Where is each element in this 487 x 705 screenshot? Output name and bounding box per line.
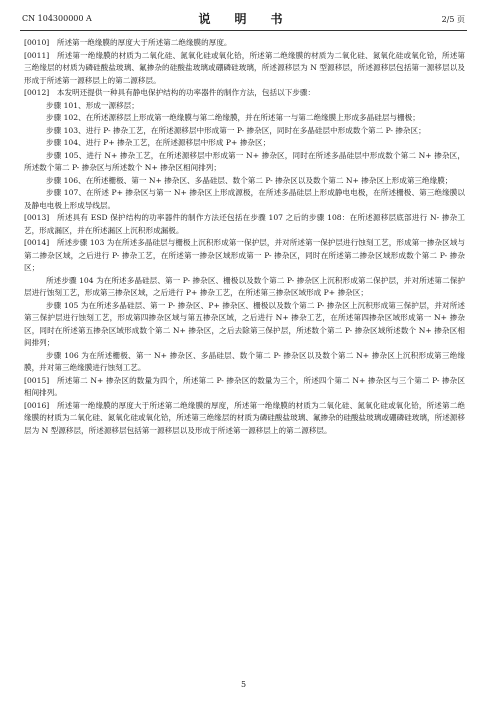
page-header — [22, 8, 465, 30]
step-102 — [24, 112, 465, 125]
paragraph-0013 — [24, 212, 465, 237]
paragraph-tag: [0013] — [24, 213, 50, 223]
page-number: 5 — [240, 680, 247, 689]
paragraph-text: 所述第一绝缘膜的厚度大于所述第二绝缘膜的厚度。 — [56, 38, 232, 47]
paragraph-0016 — [24, 400, 465, 438]
paragraph-tag: [0010] — [24, 38, 50, 47]
paragraph-tag: [0015] — [24, 375, 50, 385]
paragraph-0010 — [24, 37, 465, 50]
paragraph-text: 所述步骤 103 为在所述多晶硅层与栅极上沉积形成第一保护层，并对所述第一保护层进行蚀刻工艺，形成第一掺杂区域与第二掺杂区域，之后进行 P- 掺杂工艺，在所述第一掺杂区域形成第一 P- 掺杂区，同时在所述第二掺杂区域形成数个第二 P- 掺杂区； — [24, 238, 465, 273]
paragraph-tag: [0016] — [24, 400, 50, 410]
paragraph-text: 步骤 102、在所述源移层上形成第一绝缘膜与第二绝缘膜，并在所述第一与第二绝缘膜上形成多晶硅层与栅极； — [46, 113, 420, 123]
paragraph-text: 步骤 106、在所述栅极、第一 N+ 掺杂区、多晶硅层、数个第二 P- 掺杂区以及数个第二 N+ 掺杂区上形成第三绝缘膜； — [46, 175, 453, 185]
paragraph-text: 步骤 105、进行 N+ 掺杂工艺，在所述源移层中形成第一 N+ 掺杂区，同时在所述多晶硅层中形成数个第二 N+ 掺杂区，所述数个第二 P- 掺杂区与所述数个 N+ 掺杂区相间排列； — [24, 150, 465, 173]
patent-number: CN 104300000 A — [22, 14, 92, 23]
paragraph-text: 所述第一绝缘膜的厚度大于所述第二绝缘膜的厚度，所述第一绝缘膜的材质为二氧化硅、氮氧化硅或氧化铪，所述第二绝缘膜的材质为二氧化硅、氮氧化硅或氧化铪，所述第三绝缘层的材质为磷硅酸盐玻璃、氟掺杂的硅酸盐玻璃或硼磷硅玻璃，所述源移层为 N 型源移层，所述源移层包括第一源移层以及形成于所述第一源移层上的第二源移层。 — [24, 400, 465, 435]
paragraph-text: 步骤 107、在所述 P+ 掺杂区与第一 N+ 掺杂区上形成源极，在所述多晶硅层上形成静电电极，在所述栅极、第三绝缘膜以及静电电极上形成导线层。 — [24, 188, 465, 210]
paragraph-text: 步骤 104、进行 P+ 掺杂工艺，在所述源移层中形成 P+ 掺杂区； — [46, 138, 271, 148]
paragraph-text: 步骤 103、进行 P- 掺杂工艺，在所述源移层中形成第一 P- 掺杂区，同时在多晶硅层中形成数个第二 P- 掺杂区； — [46, 125, 426, 135]
paragraph-text: 步骤 106 为在所述栅极、第一 N+ 掺杂区、多晶硅层、数个第二 P- 掺杂区以及数个第二 N+ 掺杂区上沉积形成第三绝缘膜，并对第三绝缘膜进行蚀刻工艺。 — [24, 350, 465, 373]
paragraph-text: 本发明还提供一种具有静电保护结构的功率器件的制作方法，包括以下步骤： — [56, 88, 316, 98]
paragraph-text: 所述步骤 104 为在所述多晶硅层、第一 P- 掺杂区、栅极以及数个第二 P- 掺杂区上沉积形成第二保护层，并对所述第二保护层进行蚀刻工艺，形成第三掺杂区域，之后进行 P+ 掺杂工艺，在所述第三掺杂区域形成 P+ 掺杂区； — [24, 275, 465, 298]
step-105 — [24, 150, 465, 175]
header-divider — [20, 30, 467, 31]
paragraph-tag: [0012] — [24, 88, 50, 98]
paragraph-tag: [0014] — [24, 238, 50, 248]
paragraph-text: 所述第二 N+ 掺杂区的数量为四个，所述第二 P- 掺杂区的数量为三个，所述四个第二 N+ 掺杂区与三个第二 P- 掺杂区相间排列。 — [24, 375, 465, 398]
paragraph-tag: [0011] — [24, 50, 50, 60]
paragraph-0011 — [24, 50, 465, 88]
step-104 — [24, 137, 465, 150]
step-106 — [24, 175, 465, 188]
paragraph-step-106-detail — [24, 350, 465, 375]
step-103 — [24, 125, 465, 138]
page-indicator: 2/5 页 — [441, 15, 465, 24]
document-body — [24, 37, 465, 438]
paragraph-text: 步骤 105 为在所述多晶硅层、第一 P- 掺杂区、P+ 掺杂区、栅极以及数个第二 P- 掺杂区上沉积形成第三保护层，并对所述第三保护层进行蚀刻工艺，形成第四掺杂区域与第五掺杂区域，之后进行 N+ 掺杂工艺，在所述第四掺杂区域形成第一 N+ 掺杂区，同时在所述第五掺杂区域形成数个第二 N+ 掺杂区，之后去除第三保护层，所述数个第二 P- 掺杂区域所述数个 N+ 掺杂区相间排列； — [24, 300, 465, 348]
paragraph-text: 步骤 101、形成一源移层； — [46, 100, 139, 110]
paragraph-0012 — [24, 87, 465, 100]
paragraph-text: 所述第一绝缘膜的材质为二氧化硅、氮氧化硅或氧化铪，所述第二绝缘膜的材质为二氧化硅、氮氧化硅或氧化铪，所述第三绝缘层的材质为磷硅酸盐玻璃、氟掺杂的硅酸盐玻璃或硼磷硅玻璃，所述源移层为 N 型源移层，所述源移层包括第一源移层以及形成于所述第一源移层上的第二源移层。 — [24, 50, 465, 85]
paragraph-step-105-detail — [24, 300, 465, 350]
step-101 — [24, 100, 465, 113]
paragraph-text: 所述具有 ESD 保护结构的功率器件的制作方法还包括在步骤 107 之后的步骤 108：在所述源移层底部进行 N- 掺杂工艺，形成漏区，并在所述漏区上沉积形成漏极。 — [24, 213, 465, 235]
step-107 — [24, 187, 465, 212]
paragraph-step-104-detail — [24, 275, 465, 300]
paragraph-0014 — [24, 237, 465, 275]
paragraph-0015 — [24, 375, 465, 400]
document-type-title: 说 明 书 — [198, 12, 289, 26]
